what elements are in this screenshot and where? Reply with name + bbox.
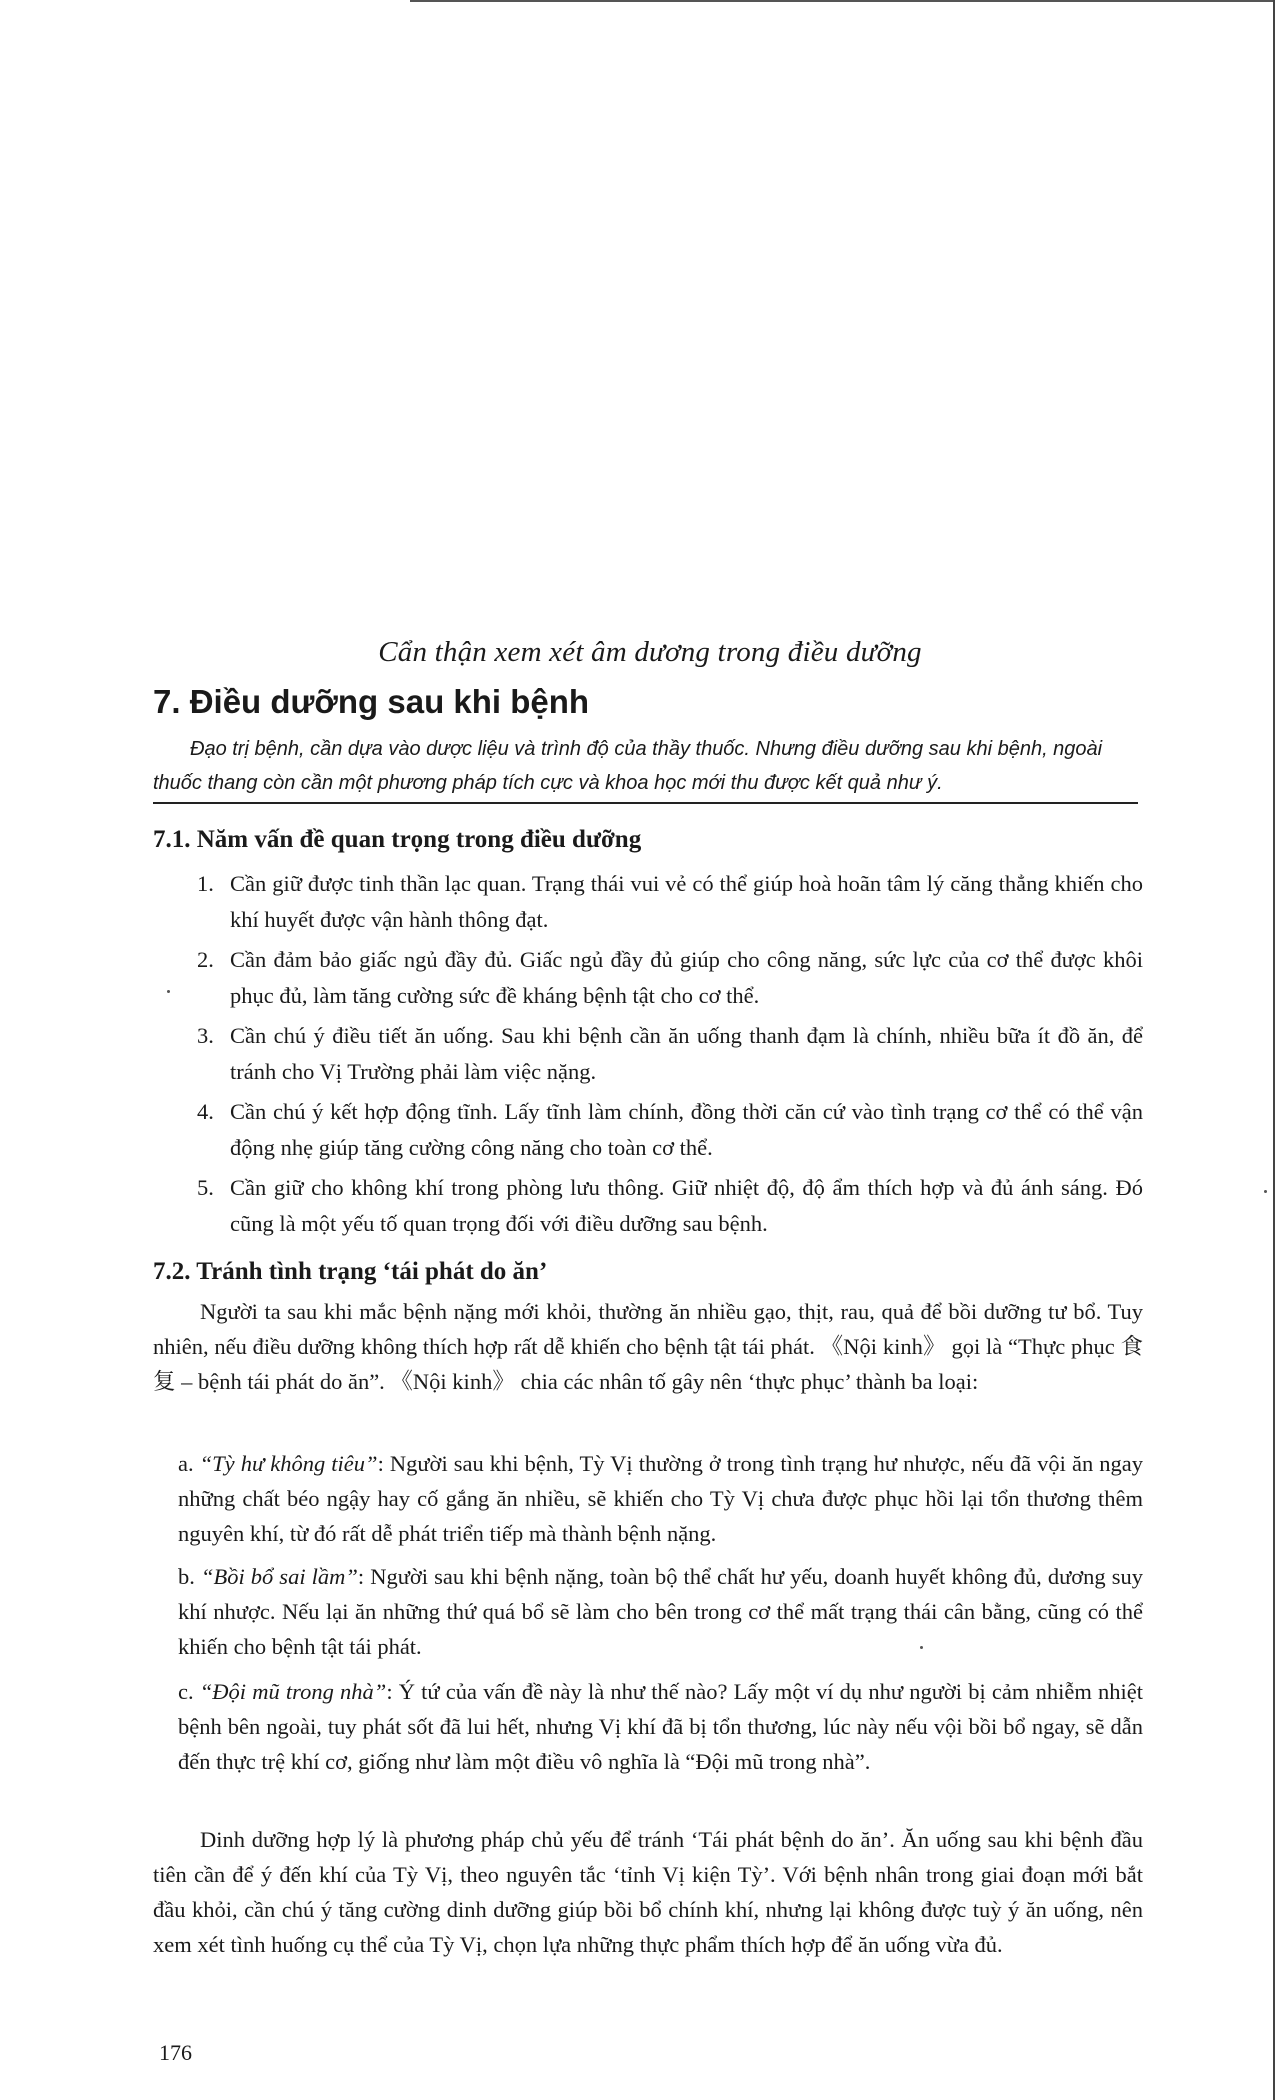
section-title: 7.2. Tránh tình trạng ‘tái phát do ăn’ — [153, 1258, 548, 1285]
list-item — [153, 1018, 1143, 1090]
list-item-text: Cần giữ cho không khí trong phòng lưu thông. Giữ nhiệt độ, độ ẩm thích hợp và đủ ánh sáng. Đó cũng là một yếu tố quan trọng đối với điều dưỡng sau bệnh. — [230, 1175, 1143, 1236]
body-paragraph: Dinh dưỡng hợp lý là phương pháp chủ yếu để tránh ‘Tái phát bệnh do ăn’. Ăn uống sau khi bệnh đầu tiên cần để ý đến khí của Tỳ Vị, theo nguyên tắc ‘tỉnh Vị kiện Tỳ’. Với bệnh nhân trong giai đoạn mới bắt đầu khỏi, cần chú ý tăng cường dinh dưỡng giúp bồi bổ chính khí, nhưng lại không được tuỳ ý ăn uống, nên xem xét tình huống cụ thể của Tỳ Vị, chọn lựa những thực phẩm thích hợp để ăn uống vừa đủ. — [153, 1827, 1143, 1957]
intro-divider — [153, 802, 1138, 804]
sub-item-a — [178, 1446, 1143, 1551]
list-item-text: Cần chú ý điều tiết ăn uống. Sau khi bệnh cần ăn uống thanh đạm là chính, nhiều bữa ít đồ ăn, để tránh cho Vị Trường phải làm việc nặng. — [230, 1023, 1143, 1084]
sub-item-c — [178, 1674, 1143, 1779]
scan-top-edge — [410, 0, 1275, 2]
body-paragraph: Người ta sau khi mắc bệnh nặng mới khỏi, thường ăn nhiều gạo, thịt, rau, quả để bồi dưỡng tư bổ. Tuy nhiên, nếu điều dưỡng không thích hợp rất dễ khiến cho bệnh tật tái phát. 《Nội kinh》 gọi là “Thực phục 食复 – bệnh tái phát do ăn”. 《Nội kinh》 chia các nhân tố gây nên ‘thực phục’ thành ba loại: — [153, 1299, 1143, 1394]
section-title: 7.1. Năm vấn đề quan trọng trong điều dưỡng — [153, 826, 642, 853]
list-item-text: Cần giữ được tinh thần lạc quan. Trạng thái vui vẻ có thể giúp hoà hoãn tâm lý căng thẳng khiến cho khí huyết được vận hành thông đạt. — [230, 871, 1143, 932]
list-item — [153, 942, 1143, 1014]
sub-item-text: : Người sau khi bệnh nặng, toàn bộ thể chất hư yếu, doanh huyết không đủ, dương suy khí nhược. Nếu lại ăn những thứ quá bổ sẽ làm cho bên trong cơ thể mất trạng thái cân bằng, cũng có thể khiến cho bệnh tật tái phát. — [178, 1564, 1143, 1659]
list-item — [153, 1170, 1143, 1242]
chapter-title: 7. Điều dưỡng sau khi bệnh — [153, 683, 590, 720]
list-number: 2. — [197, 947, 214, 972]
list-number: 3. — [197, 1023, 214, 1048]
chapter-intro: Đạo trị bệnh, cần dựa vào dược liệu và trình độ của thầy thuốc. Nhưng điều dưỡng sau khi bệnh, ngoài thuốc thang còn cần một phương pháp tích cực và khoa học mới thu được kết quả như ý. — [153, 738, 1103, 794]
list-item-text: Cần đảm bảo giấc ngủ đầy đủ. Giấc ngủ đầy đủ giúp cho công năng, sức lực của cơ thể được khôi phục đủ, làm tăng cường sức đề kháng bệnh tật cho cơ thể. — [230, 947, 1143, 1008]
sub-item-term: “Đội mũ trong nhà” — [199, 1679, 387, 1704]
scan-speck — [1264, 1190, 1267, 1193]
list-item-text: Cần chú ý kết hợp động tĩnh. Lấy tĩnh làm chính, đồng thời căn cứ vào tình trạng cơ thể có thể vận động nhẹ giúp tăng cường công năng cho toàn cơ thể. — [230, 1099, 1143, 1160]
sub-item-term: “Tỳ hư không tiêu” — [199, 1451, 378, 1476]
list-number: 4. — [197, 1099, 214, 1124]
page-number: 176 — [159, 2040, 192, 2065]
sub-item-term: “Bồi bổ sai lầm” — [200, 1564, 358, 1589]
sub-item-text: : Ý tứ của vấn đề này là như thế nào? Lấy một ví dụ như người bị cảm nhiễm nhiệt bệnh bên ngoài, tuy phát sốt đã lui hết, nhưng Vị khí đã bị tổn thương, lúc này nếu vội bồi bổ ngay, sẽ dẫn đến thực trệ khí cơ, giống như làm một điều vô nghĩa là “Đội mũ trong nhà”. — [178, 1679, 1143, 1774]
sub-item-b — [178, 1559, 1143, 1664]
sub-item-label: a. — [178, 1451, 200, 1476]
sub-item-label: b. — [178, 1564, 201, 1589]
list-item — [153, 866, 1143, 938]
list-item — [153, 1094, 1143, 1166]
sub-item-text: : Người sau khi bệnh, Tỳ Vị thường ở trong tình trạng hư nhược, nếu đã vội ăn ngay những chất béo ngậy hay cố gắng ăn nhiều, sẽ khiến cho Tỳ Vị chưa được phục hồi lại tổn thương thêm nguyên khí, từ đó rất dễ phát triển tiếp mà thành bệnh nặng. — [178, 1451, 1143, 1546]
sub-item-label: c. — [178, 1679, 200, 1704]
list-number: 1. — [197, 871, 214, 896]
list-number: 5. — [197, 1175, 214, 1200]
numbered-list — [153, 866, 1143, 1246]
running-head: Cẩn thận xem xét âm dương trong điều dưỡng — [378, 636, 922, 668]
